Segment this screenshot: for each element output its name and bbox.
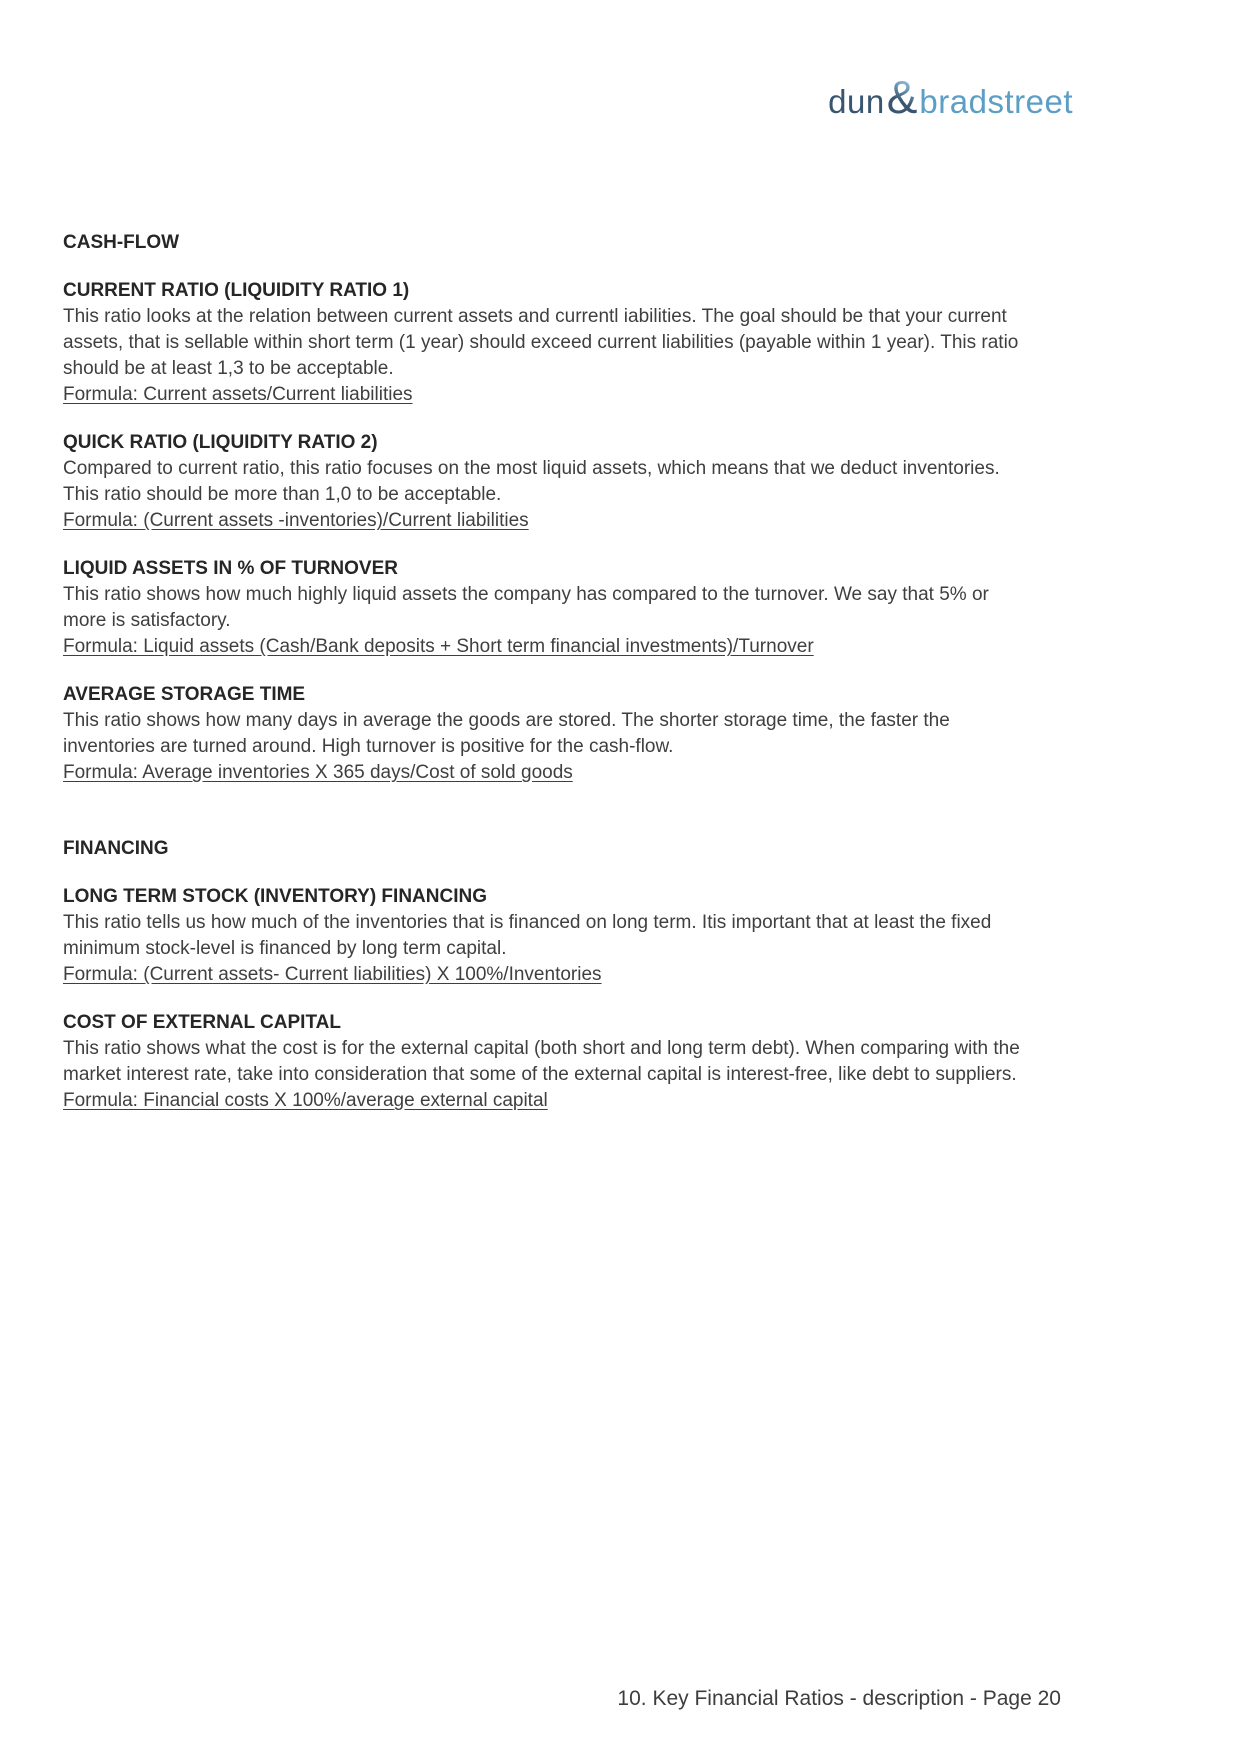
- ratio-formula: Formula: Average inventories X 365 days/Cost of sold goods: [63, 762, 573, 783]
- section-heading-cash-flow: CASH-FLOW: [63, 232, 180, 253]
- ratio-formula: Formula: (Current assets- Current liabilities) X 100%/Inventories: [63, 964, 602, 985]
- ratio-formula: Formula: Current assets/Current liabilities: [63, 384, 413, 405]
- dun-bradstreet-logo: [828, 71, 1073, 123]
- ratio-block-current-ratio: [63, 278, 1033, 408]
- ratio-block-average-storage-time: [63, 682, 1033, 786]
- ratio-description: Compared to current ratio, this ratio focuses on the most liquid assets, which means that we deduct inventories. This ratio should be more than 1,0 to be acceptable.: [63, 458, 1000, 505]
- ratio-block-quick-ratio: [63, 430, 1033, 534]
- ratio-title: LONG TERM STOCK (INVENTORY) FINANCING: [63, 886, 487, 907]
- ratio-formula: Formula: Liquid assets (Cash/Bank deposits + Short term financial investments)/Turnover: [63, 636, 814, 657]
- ratio-title: QUICK RATIO (LIQUIDITY RATIO 2): [63, 432, 378, 453]
- ratio-title: COST OF EXTERNAL CAPITAL: [63, 1012, 341, 1033]
- ratio-description: This ratio shows what the cost is for the external capital (both short and long term debt). When comparing with the market interest rate, take into consideration that some of the external capital is interest-free, like debt to suppliers.: [63, 1038, 1020, 1085]
- ratio-block-liquid-assets: [63, 556, 1033, 660]
- logo-text-dun: dun: [828, 83, 885, 120]
- section-heading-financing: FINANCING: [63, 838, 169, 859]
- ratio-title: CURRENT RATIO (LIQUIDITY RATIO 1): [63, 280, 410, 301]
- ratio-block-long-term-stock-financing: [63, 884, 1033, 988]
- ratio-title: LIQUID ASSETS IN % OF TURNOVER: [63, 558, 398, 579]
- ratio-description: This ratio shows how much highly liquid assets the company has compared to the turnover. We say that 5% or more is satisfactory.: [63, 584, 989, 631]
- ratio-block-cost-of-external-capital: [63, 1010, 1033, 1114]
- ratio-description: This ratio tells us how much of the inventories that is financed on long term. Itis important that at least the fixed minimum stock-level is financed by long term capital.: [63, 912, 992, 959]
- ratio-description: This ratio looks at the relation between current assets and currentl iabilities. The goal should be that your current assets, that is sellable within short term (1 year) should exceed current liabilities (payable within 1 year). This ratio should be at least 1,3 to be acceptable.: [63, 306, 1019, 379]
- ratio-formula: Formula: Financial costs X 100%/average external capital: [63, 1090, 548, 1111]
- document-content: [63, 230, 1033, 1136]
- page-footer: 10. Key Financial Ratios - description - Page 20: [617, 1687, 1061, 1710]
- ratio-formula: Formula: (Current assets -inventories)/Current liabilities: [63, 510, 529, 531]
- ratio-description: This ratio shows how many days in average the goods are stored. The shorter storage time, the faster the inventories are turned around. High turnover is positive for the cash-flow.: [63, 710, 950, 757]
- logo-text-bradstreet: bradstreet: [919, 83, 1073, 120]
- ratio-title: AVERAGE STORAGE TIME: [63, 684, 306, 705]
- logo-ampersand-icon: &: [886, 71, 918, 123]
